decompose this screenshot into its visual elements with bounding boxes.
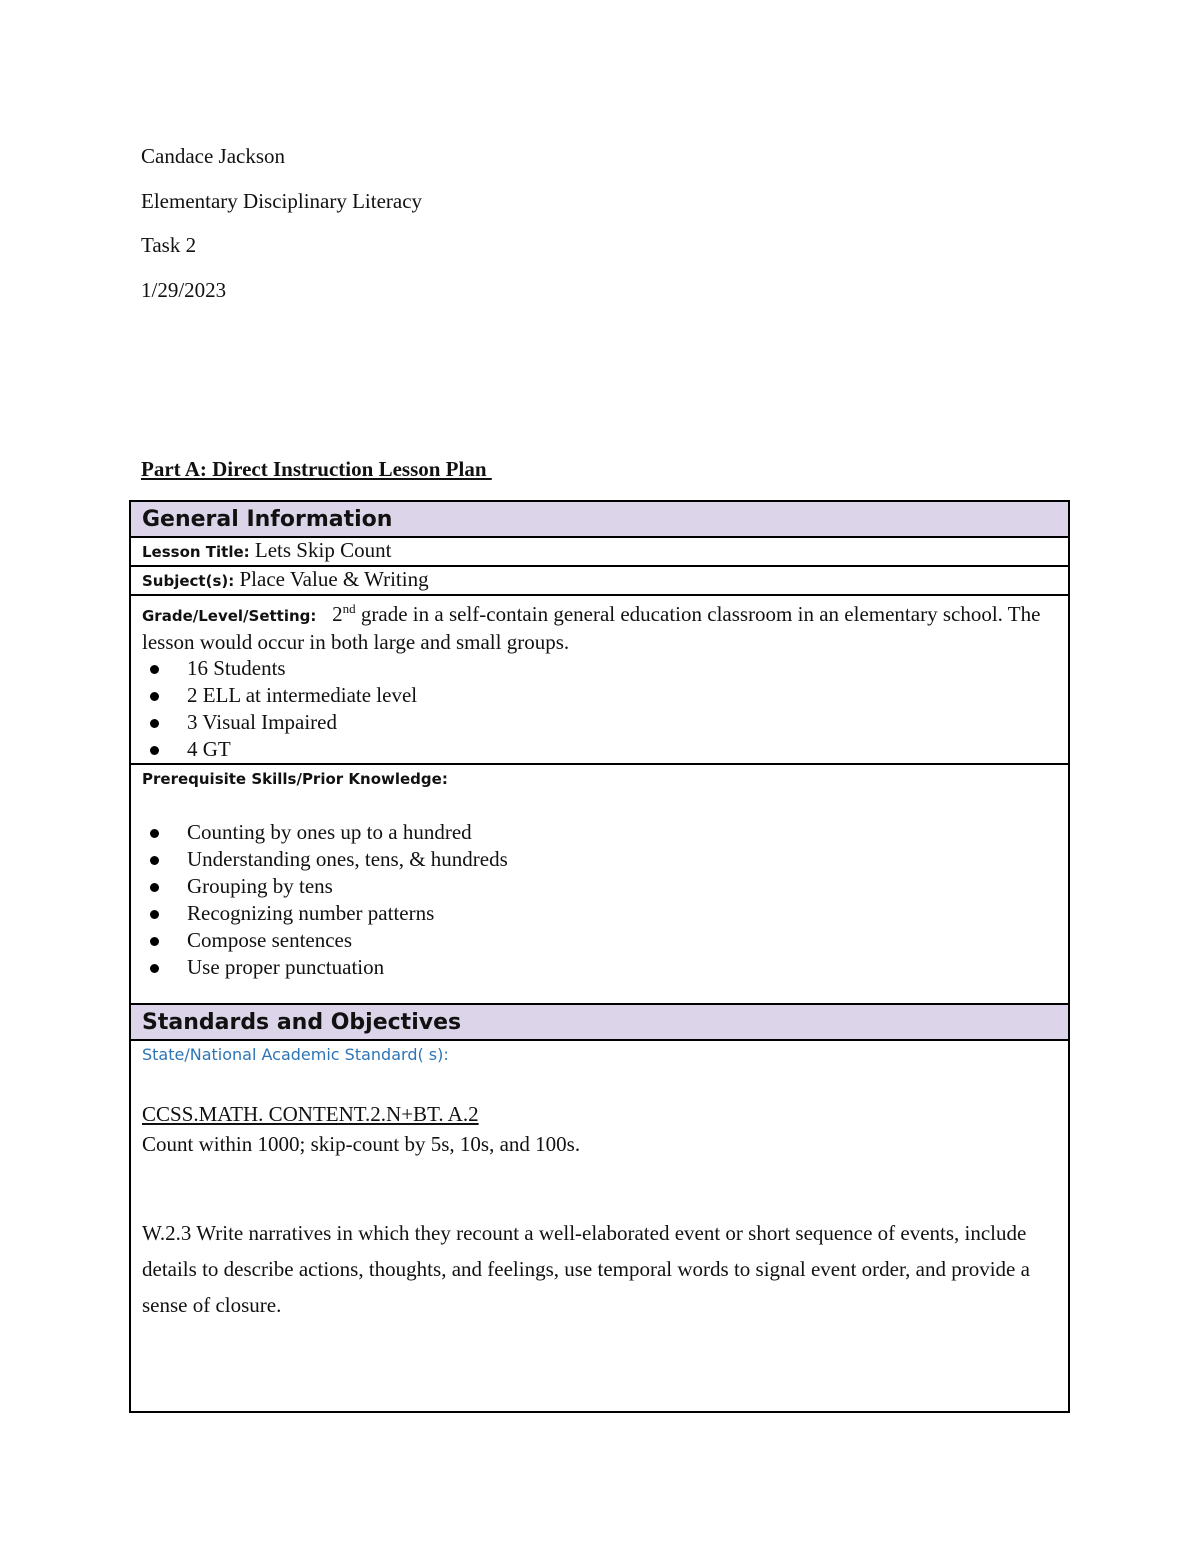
general-information-header: [130, 501, 1069, 537]
general-information-heading: General Information: [130, 501, 1069, 537]
list-item: 16 Students: [187, 655, 1057, 682]
list-item: 3 Visual Impaired: [187, 709, 1057, 736]
grade-row: [130, 595, 1069, 764]
prerequisite-label: Prerequisite Skills/Prior Knowledge:: [142, 770, 448, 788]
standards-objectives-heading: Standards and Objectives: [130, 1004, 1069, 1040]
math-standard-code: CCSS.MATH. CONTENT.2.N+BT. A.2: [142, 1102, 479, 1126]
standards-label: State/National Academic Standard( s):: [142, 1045, 449, 1064]
list-item: Understanding ones, tens, & hundreds: [187, 846, 1057, 873]
grade-description: grade in a self-contain general education classroom in an elementary school. The lesson would occur in both large and small groups.: [142, 602, 1041, 654]
math-standard-text: Count within 1000; skip-count by 5s, 10s, and 100s.: [142, 1132, 581, 1156]
lesson-title-row: [130, 537, 1069, 566]
writing-standard-text: W.2.3 Write narratives in which they recount a well-elaborated event or short sequence of events, include details to describe actions, thoughts, and feelings, use temporal words to signal event order, and provide a sense of closure.: [142, 1221, 1030, 1317]
course-name: Elementary Disciplinary Literacy: [141, 189, 423, 213]
task-label: Task 2: [141, 233, 197, 257]
prerequisite-row: [130, 764, 1069, 1004]
list-item: Use proper punctuation: [187, 954, 1057, 981]
prerequisite-list: [142, 819, 1057, 981]
lesson-plan-table: [129, 500, 1070, 1413]
date: 1/29/2023: [141, 278, 227, 302]
standards-objectives-header: [130, 1004, 1069, 1040]
list-item: Grouping by tens: [187, 873, 1057, 900]
grade-number: 2: [332, 602, 343, 626]
list-item: Compose sentences: [187, 927, 1057, 954]
lesson-title-label: Lesson Title:: [142, 543, 250, 561]
standards-row: [130, 1040, 1069, 1412]
lesson-title-value: Lets Skip Count: [254, 538, 392, 562]
class-composition-list: [142, 655, 1057, 763]
list-item: 2 ELL at intermediate level: [187, 682, 1057, 709]
subject-label: Subject(s):: [142, 572, 235, 590]
grade-label: Grade/Level/Setting:: [142, 607, 317, 625]
list-item: 4 GT: [187, 736, 1057, 763]
list-item: Recognizing number patterns: [187, 900, 1057, 927]
author-name: Candace Jackson: [141, 144, 286, 168]
part-title: Part A: Direct Instruction Lesson Plan: [141, 457, 492, 481]
subject-row: [130, 566, 1069, 595]
subject-value: Place Value & Writing: [239, 567, 429, 591]
list-item: Counting by ones up to a hundred: [187, 819, 1057, 846]
grade-suffix: nd: [342, 601, 356, 616]
